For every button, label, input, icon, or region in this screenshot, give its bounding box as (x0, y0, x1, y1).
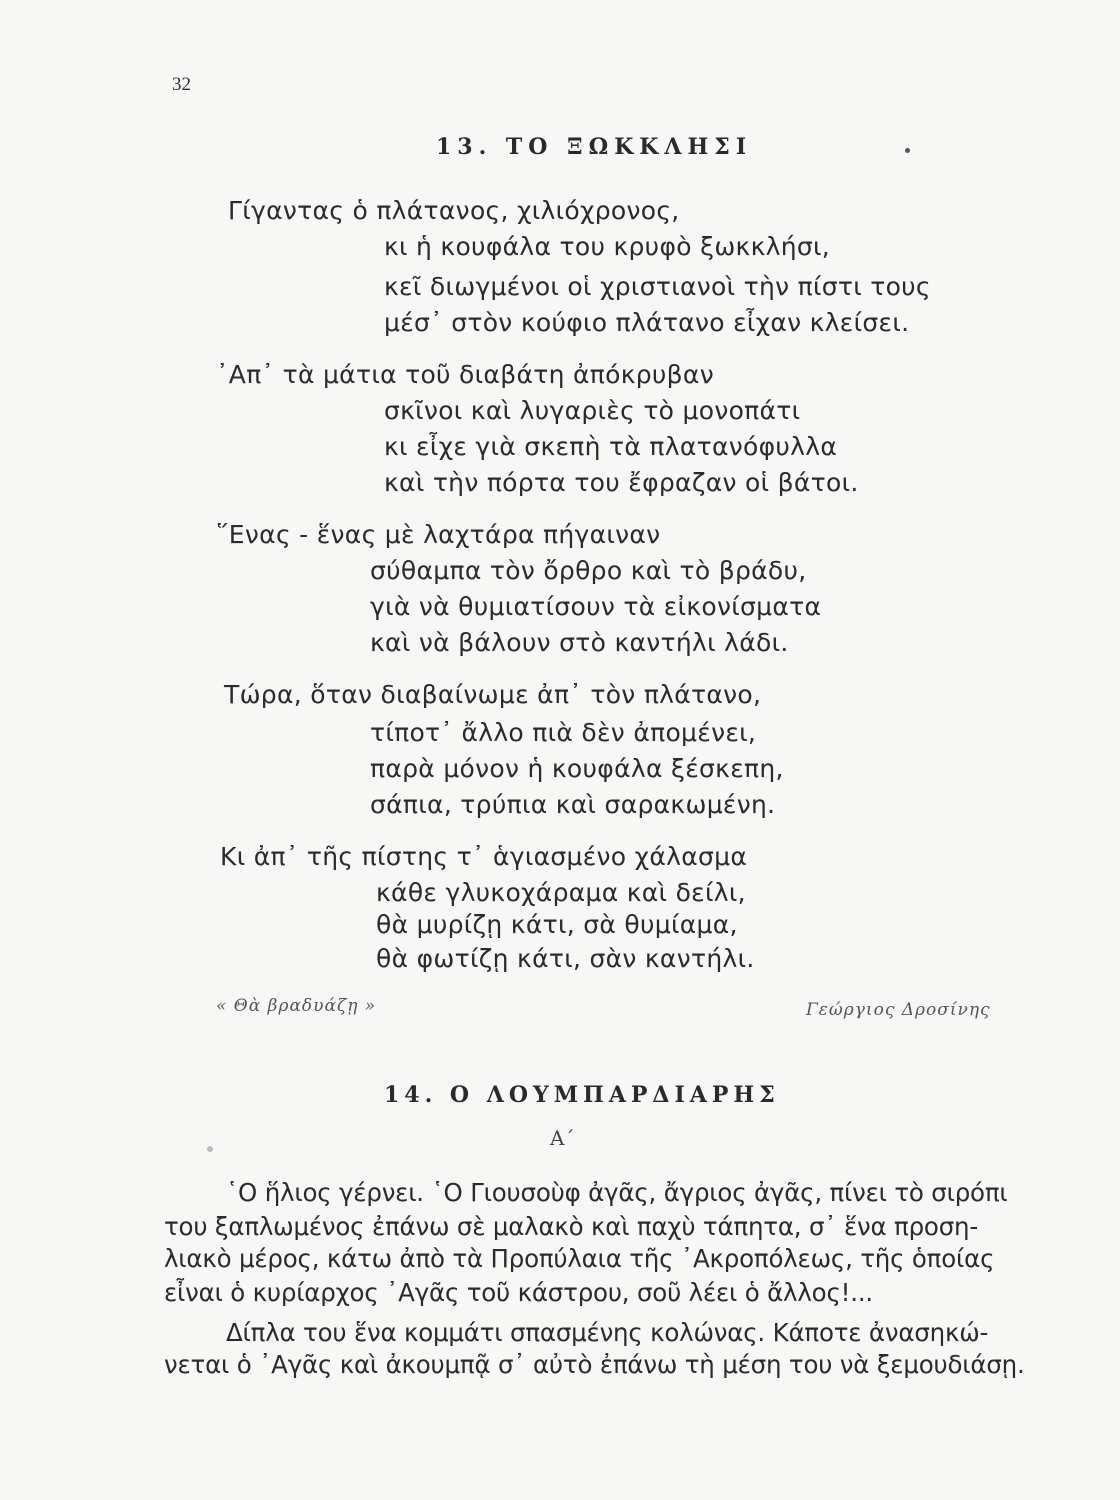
poem-line: κι εἶχε γιὰ σκεπὴ τὰ πλατανόφυλλα (384, 432, 838, 461)
poem-line: παρὰ μόνον ἡ κουφάλα ξέσκεπη, (370, 754, 784, 783)
poem-line: γιὰ νὰ θυμιατίσουν τὰ εἰκονίσματα (370, 592, 822, 621)
poem-line: καὶ νὰ βάλουν στὸ καντήλι λάδι. (370, 628, 789, 657)
poem-line: Γίγαντας ὁ πλάτανος, χιλιόχρονος, (228, 196, 680, 225)
prose-title: 14. Ο ΛΟΥΜΠΑΡΔΙΑΡΗΣ (384, 1082, 780, 1108)
prose-line: Δίπλα του ἕνα κομμάτι σπασμένης κολώνας. Κάποτε ἀνασηκώ- (226, 1318, 989, 1347)
poem-line: σάπια, τρύπια καὶ σαρακωμένη. (370, 790, 776, 819)
poem-line: ᾽Απ᾽ τὰ μάτια τοῦ διαβάτη ἀπόκρυβαν (216, 360, 714, 389)
section-label: Α΄ (550, 1126, 575, 1150)
prose-line: εἶναι ὁ κυρίαρχος ᾽Αγᾶς τοῦ κάστρου, σοῦ λέει ὁ ἄλλος!... (164, 1278, 874, 1307)
poem-line: κεῖ διωγμένοι οἱ χριστιανοὶ τὴν πίστι τους (384, 272, 931, 301)
poem-line: μέσ᾽ στὸν κούφιο πλάτανο εἶχαν κλείσει. (384, 308, 910, 337)
poem-line: κι ἡ κουφάλα του κρυφὸ ξωκκλήσι, (384, 232, 831, 261)
poem-title: 13. ΤΟ ΞΩΚΚΛΗΣΙ (436, 134, 753, 160)
print-speck (905, 148, 910, 153)
poem-line: σκῖνοι καὶ λυγαριὲς τὸ μονοπάτι (384, 396, 801, 425)
prose-line: ῾Ο ἥλιος γέρνει. ῾Ο Γιουσοὺφ ἀγᾶς, ἄγριος ἀγᾶς, πίνει τὸ σιρόπι (226, 1178, 1008, 1207)
poem-line: κάθε γλυκοχάραμα καὶ δείλι, (376, 878, 746, 907)
page-number: 32 (172, 74, 191, 95)
poem-line: Τώρα, ὅταν διαβαίνωμε ἀπ᾽ τὸν πλάτανο, (224, 680, 762, 709)
poem-line: Κι ἀπ᾽ τῆς πίστης τ᾽ ἁγιασμένο χάλασμα (220, 842, 748, 871)
prose-line: του ξαπλωμένος ἐπάνω σὲ μαλακὸ καὶ παχὺ τάπητα, σ᾽ ἕνα προση- (164, 1212, 979, 1241)
prose-line: νεται ὁ ᾽Αγᾶς καὶ ἀκουμπᾷ σ᾽ αὐτὸ ἐπάνω τὴ μέση του νὰ ξεμουδιάσῃ. (164, 1350, 1025, 1379)
poem-line: τίποτ᾽ ἄλλο πιὰ δὲν ἀπομένει, (370, 718, 757, 747)
poem-line: θὰ μυρίζῃ κάτι, σὰ θυμίαμα, (376, 910, 738, 939)
poem-author: Γεώργιος Δροσίνης (806, 1000, 991, 1020)
poem-line: σύθαμπα τὸν ὄρθρο καὶ τὸ βράδυ, (370, 556, 807, 585)
print-speck (207, 1146, 213, 1152)
poem-line: καὶ τὴν πόρτα του ἔφραζαν οἱ βάτοι. (384, 468, 859, 497)
prose-line: λιακὸ μέρος, κάτω ἀπὸ τὰ Προπύλαια τῆς ᾽Ακροπόλεως, τῆς ὁποίας (164, 1244, 995, 1273)
poem-source: « Θὰ βραδυάζῃ » (216, 996, 377, 1016)
poem-line: ῞Ενας - ἕνας μὲ λαχτάρα πήγαιναν (216, 520, 661, 549)
poem-line: θὰ φωτίζῃ κάτι, σὰν καντήλι. (376, 944, 755, 973)
